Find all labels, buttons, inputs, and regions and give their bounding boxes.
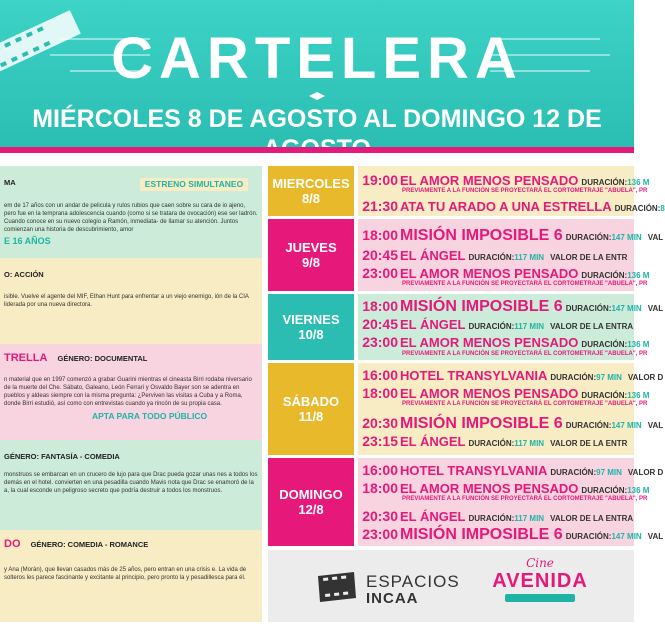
incaa-text: INCAA [366, 590, 419, 607]
show-time: 23:00 [362, 265, 398, 281]
show-time: 19:00 [362, 172, 398, 188]
duration-label: DURACIÓN: [581, 486, 628, 495]
header-banner [0, 0, 634, 150]
film-title: TRELLA [4, 352, 48, 364]
duration-value: 97 MIN [596, 373, 622, 382]
price-label: VAL [647, 421, 664, 430]
day-name: MIERCOLES [272, 176, 350, 191]
showtime-row [358, 508, 634, 526]
day-cell-jueves [268, 219, 354, 291]
film-title: DO [4, 538, 21, 550]
film-title: EL AMOR MENOS PENSADO [400, 266, 579, 281]
film-title: EL AMOR MENOS PENSADO [400, 173, 579, 188]
synopsis-text: y Ana (Morán), que llevan casados más de 25 años, pero entran en una crisis e. La vida de solteros les parece fascinante y excitante al principio, pero pronto la y pesadillesca para él. [4, 567, 247, 581]
logo-ribbon [505, 594, 575, 602]
showtime-row [358, 298, 664, 316]
page-title: CARTELERA [111, 26, 523, 91]
synopsis-panel [0, 530, 262, 622]
showtime-row [358, 526, 664, 544]
genre-text: GÉNERO: DOCUMENTAL [57, 354, 148, 363]
show-time: 20:45 [362, 247, 398, 263]
film-title: EL ÁNGEL [400, 509, 466, 524]
genre-label [0, 344, 262, 364]
synopsis-panel-header [0, 166, 262, 188]
genre-label: MA [4, 178, 16, 187]
short-film-note: PREVIAMENTE A LA FUNCIÓN SE PROYECTARÁ EL CORTOMETRAJE "ABUELA", PR [402, 496, 648, 502]
sponsor-footer [268, 550, 634, 622]
showtimes-domingo [358, 458, 664, 546]
show-time: 18:00 [362, 480, 398, 496]
short-film-note: PREVIAMENTE A LA FUNCIÓN SE PROYECTARÁ EL CORTOMETRAJE "ABUELA", PR [402, 188, 648, 194]
film-title: MISIÓN IMPOSIBLE 6 [400, 526, 563, 543]
show-time: 23:00 [362, 334, 398, 350]
synopsis-panel [0, 258, 262, 344]
date-range: MIÉRCOLES 8 DE AGOSTO AL DOMINGO 12 DE [32, 105, 602, 133]
film-frame-icon [314, 570, 360, 604]
price-label: VALOR DE LA ENTRA [550, 322, 634, 331]
duration-value: 117 MIN [514, 439, 545, 448]
duration-value: 136 M [627, 391, 650, 400]
synopsis-panel [0, 166, 262, 258]
day-name: VIERNES [282, 312, 340, 327]
price-label: VALOR DE LA ENTRA [550, 514, 634, 523]
film-title: EL ÁNGEL [400, 317, 466, 332]
duration-value: 97 MIN [596, 468, 622, 477]
showtime-row [358, 367, 664, 385]
duration-value: 147 MIN [611, 233, 642, 242]
day-date: 9/8 [301, 255, 321, 270]
synopsis-panel [0, 344, 262, 440]
showtime-row [358, 334, 650, 352]
day-name: DOMINGO [279, 487, 343, 502]
genre-label [0, 530, 262, 550]
price-label: VALOR DE LA ENTR [550, 253, 628, 262]
duration-label: DURACIÓN: [565, 233, 612, 242]
duration-label: DURACIÓN: [468, 439, 515, 448]
duration-label: DURACIÓN: [468, 253, 515, 262]
age-rating: E 16 AÑOS [4, 236, 51, 246]
duration-label: DURACIÓN: [614, 204, 661, 213]
duration-value: 147 MIN [611, 532, 642, 541]
show-time: 16:00 [362, 462, 398, 478]
duration-label: DURACIÓN: [550, 468, 597, 477]
show-time: 20:30 [362, 508, 398, 524]
film-title: MISIÓN IMPOSIBLE 6 [400, 415, 563, 432]
film-title: EL ÁNGEL [400, 434, 466, 449]
showtime-row [358, 433, 634, 451]
genre-text: GÉNERO: COMEDIA - ROMANCE [30, 540, 149, 549]
synopsis-panel [0, 440, 262, 530]
showtimes-viernes [358, 294, 664, 360]
showtime-row [358, 415, 664, 433]
duration-value: 117 MIN [514, 253, 545, 262]
show-time: 18:00 [362, 385, 398, 401]
espacios-text: ESPACIOS [366, 572, 460, 591]
film-title: EL AMOR MENOS PENSADO [400, 335, 579, 350]
price-label: VAL [647, 233, 664, 242]
duration-label: DURACIÓN: [565, 421, 612, 430]
day-date: 8/8 [301, 191, 321, 206]
showtime-row [358, 462, 664, 480]
synopsis-column [0, 166, 262, 622]
showtime-row [358, 247, 634, 265]
film-title: MISIÓN IMPOSIBLE 6 [400, 227, 563, 244]
espacios-incaa-logo [314, 568, 460, 608]
duration-value: 147 MIN [611, 304, 642, 313]
duration-label: DURACIÓN: [468, 322, 515, 331]
genre-label: O: ACCIÓN [4, 270, 44, 279]
duration-value: 136 M [627, 486, 650, 495]
schedule-grid [268, 166, 665, 546]
price-label: VALOR DE LA ENTR [550, 439, 628, 448]
show-time: 18:00 [362, 227, 398, 243]
day-cell-miercoles [268, 166, 354, 216]
duration-value: 136 M [627, 178, 650, 187]
show-time: 23:15 [362, 433, 398, 449]
show-time: 20:45 [362, 316, 398, 332]
genre-label: GÉNERO: FANTASÍA - COMEDIA [4, 452, 120, 461]
cine-avenida-logo [490, 556, 590, 616]
duration-label: DURACIÓN: [565, 304, 612, 313]
show-time: 21:30 [362, 198, 398, 214]
showtime-row [358, 227, 664, 245]
film-title: EL AMOR MENOS PENSADO [400, 481, 579, 496]
film-title: EL ÁNGEL [400, 248, 466, 263]
duration-label: DURACIÓN: [468, 514, 515, 523]
synopsis-text: em de 17 años con un andar de pelicula y rulos rubios que caen sobre su cara de io ajeno, pero fue en la temprana adolescencia cuando (como si se tratara de ovocación) ese ser ladrón. Cuando conoce en su nuevo colegio a Ramón, inmediata- de llamar su atención. Juntos comienzan una historia de descubrimiento, amor [4, 203, 258, 233]
showtimes-miercoles [358, 166, 665, 216]
duration-label: DURACIÓN: [565, 532, 612, 541]
price-label: VAL [647, 532, 664, 541]
day-cell-viernes [268, 294, 354, 360]
show-time: 18:00 [362, 298, 398, 314]
duration-label: DURACIÓN: [581, 271, 628, 280]
duration-value: 147 MIN [611, 421, 642, 430]
showtime-row [358, 316, 634, 334]
age-rating: APTA PARA TODO PÚBLICO [92, 411, 208, 421]
film-title: EL AMOR MENOS PENSADO [400, 386, 579, 401]
day-cell-domingo [268, 458, 354, 546]
show-time: 20:30 [362, 415, 398, 431]
synopsis-text: isible. Vuelve el agente del MIF, Ethan Hunt para enfrentar a un viejo enemigo, ión de la CIA liderada por una nueva directora. [4, 294, 249, 308]
day-date: 11/8 [298, 409, 324, 424]
price-label: VALOR D [627, 468, 664, 477]
day-name: SÁBADO [282, 394, 340, 409]
synopsis-text: n material que en 1997 comenzó a grabar Guarini mientras el cineasta Birri rodaba niversario de la muerte del Che. Sábato, Galeano, León Ferrari y Osvaldo Bayer son se adentra en pueblos y aldeas siempre con la misma pregunta: ¿Perviven las visitas a Cuba y a Roma, donde Birri estudió, así como con entrevistas cuando ya rincón de su propia casa. [4, 377, 252, 407]
price-label: VAL [647, 304, 664, 313]
showtimes-jueves [358, 219, 664, 291]
duration-label: DURACIÓN: [581, 340, 628, 349]
film-title: HOTEL TRANSYLVANIA [400, 368, 548, 383]
show-time: 23:00 [362, 526, 398, 542]
film-title: MISIÓN IMPOSIBLE 6 [400, 298, 563, 315]
duration-value: 136 M [627, 271, 650, 280]
showtimes-sabado [358, 363, 664, 455]
day-name: JUEVES [285, 240, 337, 255]
premiere-badge: ESTRENO SIMULTANEO [140, 178, 248, 191]
synopsis-text: monstruos se embarcan en un crucero de lujo para que Drac pueda gozar unas nes a todos los demás en el hotel. convierten en una pesadilla cuando Mavis nota que Drac se enamoró de la a, la cual esconde un peligroso secreto que podría destruir a todos los monstruos. [4, 472, 258, 494]
day-cell-sabado [268, 363, 354, 455]
header-divider [0, 147, 634, 153]
film-title: HOTEL TRANSYLVANIA [400, 463, 548, 478]
cine-text: Cine [526, 556, 554, 570]
day-date: 12/8 [298, 502, 324, 517]
showtime-row [358, 198, 665, 216]
short-film-note: PREVIAMENTE A LA FUNCIÓN SE PROYECTARÁ EL CORTOMETRAJE "ABUELA", PR [402, 351, 648, 357]
day-date: 10/8 [298, 327, 324, 342]
short-film-note: PREVIAMENTE A LA FUNCIÓN SE PROYECTARÁ EL CORTOMETRAJE "ABUELA", PR [402, 401, 648, 407]
avenida-text: AVENIDA [492, 570, 588, 592]
duration-value: 8 [660, 204, 665, 213]
duration-value: 136 M [627, 340, 650, 349]
duration-value: 117 MIN [514, 322, 545, 331]
duration-label: DURACIÓN: [550, 373, 597, 382]
duration-label: DURACIÓN: [581, 178, 628, 187]
film-title: ATA TU ARADO A UNA ESTRELLA [400, 199, 612, 214]
show-time: 16:00 [362, 367, 398, 383]
duration-label: DURACIÓN: [581, 391, 628, 400]
duration-value: 117 MIN [514, 514, 545, 523]
diamond-ornament-icon [309, 92, 325, 100]
price-label: VALOR D [627, 373, 664, 382]
short-film-note: PREVIAMENTE A LA FUNCIÓN SE PROYECTARÁ EL CORTOMETRAJE "ABUELA", PR [402, 281, 648, 287]
